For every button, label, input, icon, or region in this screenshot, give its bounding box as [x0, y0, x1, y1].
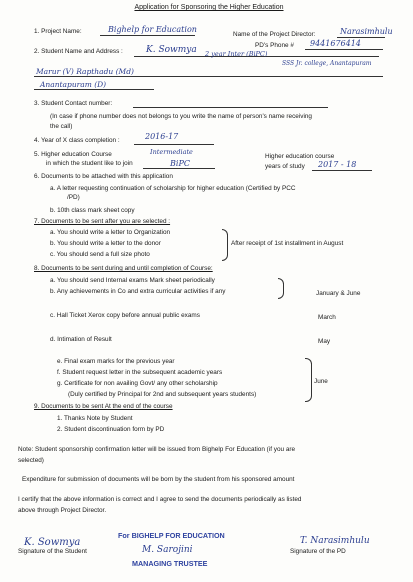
project-name-value: Bighelp for Education	[108, 25, 197, 34]
contact-note-2: the call)	[50, 123, 73, 130]
docs-end-heading: 9. Documents to be sent At the end of the course	[34, 403, 173, 410]
after-b: b. You should write a letter to the donor	[50, 240, 161, 247]
higher-course-label: 5. Higher education Course	[34, 151, 112, 158]
after-note: After receipt of 1st installment in August	[231, 240, 344, 247]
during-ab-brace	[278, 278, 284, 299]
during-e: e. Final exam marks for the previous year	[57, 358, 175, 365]
during-efg-when: June	[314, 378, 328, 385]
student-signature: K. Sowmya	[24, 537, 81, 548]
docs-attach-heading: 6. Documents to be attached with this application	[34, 173, 173, 180]
after-brace	[222, 229, 228, 261]
xclass-line	[134, 144, 214, 145]
docs-attach-a: a. A letter requesting continuation of scholarship for higher education (Certified by PCC	[50, 185, 296, 192]
certify-text-2: above through Project Director.	[18, 507, 107, 514]
pd-phone-value: 9441676414	[310, 39, 361, 48]
project-name-label: 1. Project Name:	[34, 28, 82, 35]
during-a: a. You should send Internal exams Mark sheet periodically	[50, 277, 215, 284]
student-name-value: K. Sowmya	[146, 45, 197, 55]
project-name-line	[100, 35, 195, 36]
year-inter-value: 2 year Inter (BiPC)	[205, 50, 268, 58]
director-name-line	[337, 37, 385, 38]
docs-after-heading: 7. Documents to be sent after you are selected :	[34, 218, 171, 225]
higher-course-label-2: in which the student like to join	[46, 160, 133, 167]
note-2: Expenditure for submission of documents will be born by the student from his sponsored amount	[22, 476, 295, 483]
address-value-2: Anantapuram (D)	[40, 80, 107, 89]
during-g: g. Certificate for non availing Govt/ any other scholarship	[57, 380, 218, 387]
end-2: 2. Student discontinuation form by PD	[57, 426, 165, 433]
during-c-when: March	[318, 314, 336, 321]
course-value-1: Intermediate	[150, 148, 193, 156]
during-d-when: May	[318, 338, 331, 345]
trustee-signature: M. Sarojini	[142, 545, 193, 555]
higher-course-line	[143, 168, 215, 169]
years-label: years of study	[265, 163, 305, 170]
student-name-label: 2. Student Name and Address :	[34, 48, 123, 55]
during-c: c. Hall Ticket Xerox copy before annual public exams	[50, 312, 200, 319]
during-efg-brace	[305, 358, 312, 402]
years-title: Higher education course	[265, 153, 335, 160]
address-value-1: Marur (V) Rapthadu (Md)	[36, 67, 134, 76]
student-signature-label: Signature of the Student	[18, 548, 87, 555]
director-name-label: Name of the Project Director:	[233, 31, 316, 38]
stamp-line-1: For BIGHELP FOR EDUCATION	[118, 531, 225, 540]
stamp-line-2: MANAGING TRUSTEE	[132, 559, 208, 568]
pd-phone-line	[305, 49, 383, 50]
pd-signature-label: Signature of the PD	[290, 548, 346, 555]
pd-phone-label: PD's Phone #	[255, 42, 294, 49]
form-title: Application for Sponsoring the Higher Education	[134, 4, 284, 11]
years-value: 2017 - 18	[318, 160, 357, 169]
address-line-1	[34, 76, 383, 77]
during-g2: (Duly certified by Principal for 2nd and subsequent years students)	[68, 391, 257, 398]
during-f: f. Student request letter in the subsequent academic years	[57, 369, 223, 376]
after-a: a. You should write a letter to Organization	[50, 229, 171, 236]
docs-attach-a2: /PD)	[67, 194, 80, 201]
during-d: d. Intimation of Result	[50, 336, 112, 343]
contact-note: (In case if phone number does not belongs to you write the name of person's name receiving	[50, 113, 312, 120]
during-ab-when: January & June	[316, 290, 361, 297]
end-1: 1. Thanks Note by Student	[57, 415, 133, 422]
docs-during-heading: 8. Documents to be sent during and until completion of Course:	[34, 265, 213, 272]
student-contact-line	[133, 107, 328, 108]
xclass-value: 2016-17	[145, 132, 179, 141]
note-1: Note: Student sponsorship confirmation letter will be issued from Bighelp For Education (if you are	[18, 446, 296, 453]
course-value-2: BiPC	[170, 159, 190, 168]
certify-text: I certify that the above information is correct and I agree to send the documents periodically as listed	[18, 496, 302, 503]
years-line	[312, 170, 372, 171]
student-contact-label: 3. Student Contact number:	[34, 100, 113, 107]
pd-signature: T. Narasimhulu	[300, 536, 370, 546]
address-line-2	[34, 89, 154, 90]
note-1b: selected)	[18, 457, 44, 464]
during-b: b. Any achievements in Co and extra curricular activities if any	[50, 288, 226, 295]
docs-attach-b: b. 10th class mark sheet copy	[50, 207, 135, 214]
xclass-label: 4. Year of X class completion :	[34, 137, 120, 144]
college-value: SSS Jr. college, Anantapuram	[282, 60, 372, 67]
director-name-value: Narasimhulu	[340, 27, 393, 36]
after-c: c. You should send a full size photo	[50, 251, 150, 258]
